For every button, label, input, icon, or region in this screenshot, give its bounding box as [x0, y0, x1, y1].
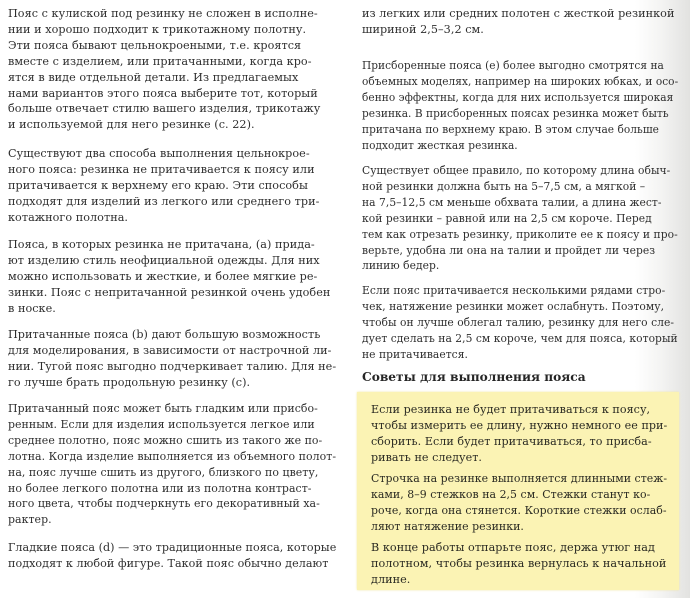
text-line: Если пояс притачивается несколькими рядами стро- [362, 284, 666, 297]
text-line: роче, когда она стянется. Короткие стежки ослаб- [371, 503, 667, 517]
paragraph-smooth-bands [8, 540, 338, 572]
tip-measuring-elastic [371, 402, 669, 466]
text-line: Если резинка не будет притачиваться к поясу, [371, 403, 651, 416]
text-line: тем как отрезать резинку, приколите ее к поясу и про- [362, 227, 678, 241]
text-line: дует сделать на 2,5 см короче, чем для пояса, который [362, 331, 678, 345]
text-line: подходит жесткая резинка. [362, 138, 518, 152]
text-line: длине. [371, 572, 411, 586]
text-line: вместе с изделием, или притачанными, когда кро- [8, 54, 312, 68]
text-line: чтобы измерить ее длину, нужно немного ее при- [371, 418, 668, 432]
text-line: линию бедер. [362, 259, 440, 273]
text-line: шириной 2,5–3,2 см. [362, 22, 484, 36]
paragraph-smooth-or-gathered [8, 401, 344, 528]
text-line: и используемой для него резинке (с. 22). [8, 118, 255, 132]
text-line: можно использовать и жесткие, и более мягкие ре- [8, 269, 318, 283]
text-line: но более легкого полотна или из полотна контраст- [8, 481, 312, 495]
text-line: Гладкие пояса (d) — это традиционные пояса, которые [8, 541, 337, 554]
text-line: не притачивается. [362, 347, 468, 361]
paragraph-multiple-rows [362, 283, 690, 363]
text-line: притачивается к верхнему его краю. Эти способы [8, 178, 308, 192]
text-line: в носке. [8, 301, 56, 315]
tips-box [357, 392, 679, 590]
text-line: верьте, удобна ли она на талии и пройдет ли через [362, 243, 656, 257]
text-line: ют изделию стиль неофициальной одежды. Для них [8, 253, 320, 267]
text-line: Присборенные пояса (е) более выгодно смотрятся на [362, 59, 664, 72]
text-line: Эти пояса бывают цельнокроеными, т.е. кроятся [8, 38, 302, 52]
text-line: ятся в виде отдельной детали. Из предлагаемых [8, 70, 299, 84]
paragraph-continued [362, 6, 674, 38]
text-line: на 7,5–12,5 см меньше обхвата талии, а длина жест- [362, 195, 662, 209]
paragraph-attached-bands [8, 327, 336, 391]
text-line: полотном, чтобы резинка вернулась к начальной [371, 556, 667, 570]
paragraph-general-rule [362, 163, 690, 274]
text-line: ного цвета, чтобы подчеркнуть его декоративный ха- [8, 497, 320, 511]
text-line: ной резинки должна быть на 5–7,5 см, а мягкой – [362, 179, 646, 193]
text-line: притачана по верхнему краю. В этом случае больше [362, 122, 659, 136]
text-line: чек, натяжение резинки может ослабнуть. Поэтому, [362, 299, 665, 313]
text-line: Существуют два способа выполнения цельнокрое- [8, 147, 310, 160]
text-line: нами вариантов этого пояса выберите тот, который [8, 86, 318, 100]
text-line: подходят к любой фигуре. Такой пояс обычно делают [8, 556, 329, 570]
text-line: подходят для изделий из легкого или среднего три- [8, 194, 320, 208]
text-line: ляют натяжение резинки. [371, 519, 524, 533]
text-line: ривать не следует. [371, 450, 483, 464]
paragraph-unattached-elastic [8, 237, 330, 317]
paragraph-two-methods [8, 146, 319, 226]
text-line: Притачанный пояс может быть гладким или присбо- [8, 402, 318, 415]
text-line: резинка. В присборенных поясах резинка может быть [362, 106, 669, 120]
text-line: на, пояс лучше сшить из другого, близкого по цвету, [8, 465, 319, 479]
text-line: бенно эффектны, когда для них используется широкая [362, 90, 674, 104]
text-line: рактер. [8, 513, 52, 527]
tip-stitching [371, 471, 675, 535]
text-line: объемных моделях, например на широких юбках, и осо- [362, 74, 679, 88]
tips-heading: Советы для выполнения пояса [362, 370, 586, 384]
tip-steaming [371, 540, 666, 588]
text-line: сборить. Если будет притачиваться, то присба- [371, 434, 652, 448]
paragraph-gathered-bands [362, 58, 690, 153]
text-line: Строчка на резинке выполняется длинными стеж- [371, 472, 668, 485]
text-line: Притачанные пояса (b) дают большую возможность [8, 328, 321, 341]
text-line: нии. Тугой пояс выгодно подчеркивает талию. Для не- [8, 359, 337, 373]
text-line: котажного полотна. [8, 210, 129, 224]
text-line: для моделирования, в зависимости от настрочной ли- [8, 343, 332, 357]
text-line: Пояса, в которых резинка не притачана, (а) прида- [8, 238, 315, 251]
text-line: ного пояса: резинка не притачивается к поясу или [8, 162, 315, 176]
text-line: Пояс с кулиской под резинку не сложен в исполне- [8, 7, 318, 20]
text-line: кой резинки – равной или на 2,5 см короче. Перед [362, 211, 652, 225]
text-line: В конце работы отпарьте пояс, держа утюг над [371, 541, 655, 554]
text-line: го лучше брать продольную резинку (с). [8, 375, 251, 389]
paragraph-drawstring-intro [8, 6, 320, 133]
text-line: ками, 8–9 стежков на 2,5 см. Стежки станут ко- [371, 487, 651, 501]
text-line: чтобы он лучше облегал талию, резинку для него сле- [362, 315, 674, 329]
text-line: ренным. Если для изделия используется легкое или [8, 417, 315, 431]
text-line: больше отвечает стилю вашего изделия, трикотажу [8, 102, 321, 116]
text-line: Существует общее правило, по которому длина обыч- [362, 164, 671, 177]
text-line: нии и хорошо подходит к трикотажному полотну. [8, 22, 307, 36]
text-line: среднее полотно, пояс можно сшить из такого же по- [8, 433, 323, 447]
text-line: зинки. Пояс с непритачанной резинкой очень удобен [8, 285, 331, 299]
text-line: лотна. Когда изделие выполняется из объемного полот- [8, 449, 337, 463]
text-line: из легких или средних полотен с жесткой резинкой [362, 7, 675, 20]
